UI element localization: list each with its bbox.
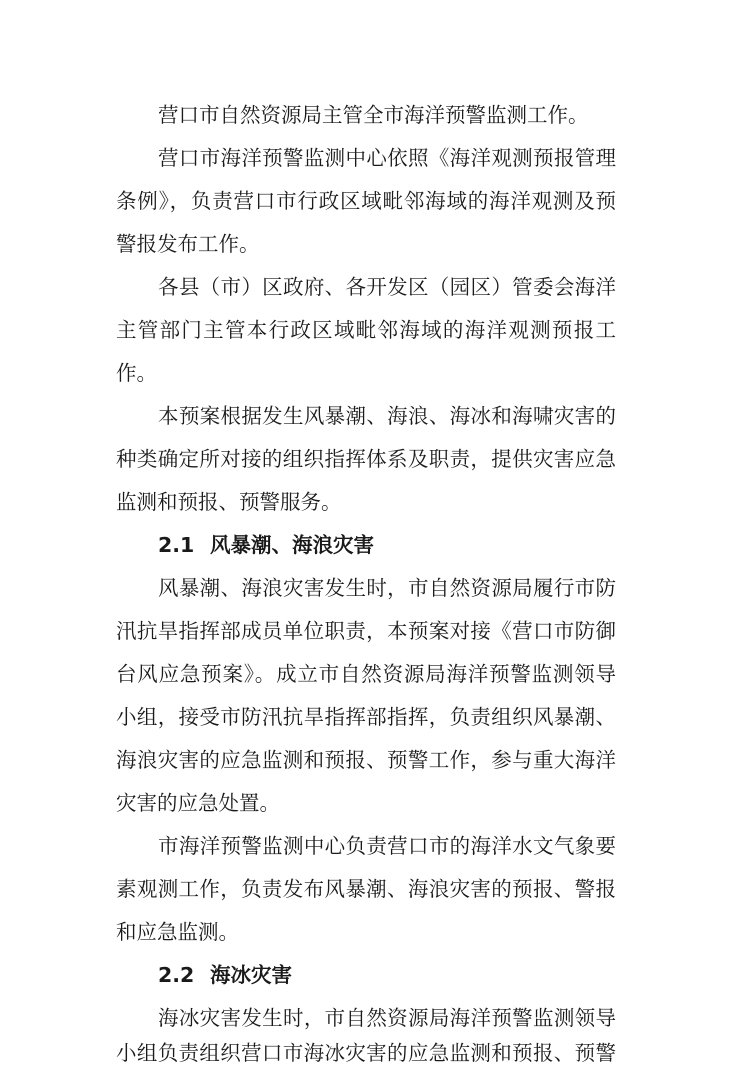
- paragraph-line: 灾害的应急处置。: [116, 791, 280, 815]
- section-number: 2.1: [158, 533, 195, 557]
- paragraph-line: 营口市海洋预警监测中心依照《海洋观测预报管理: [158, 146, 616, 170]
- section-title: 风暴潮、海浪灾害: [210, 533, 374, 557]
- paragraph-line: 小组负责组织营口市海冰灾害的应急监测和预报、预警: [116, 1041, 616, 1065]
- paragraph-line: 主管部门主管本行政区域毗邻海域的海洋观测预报工: [116, 318, 616, 342]
- paragraph-line: 营口市自然资源局主管全市海洋预警监测工作。: [158, 103, 589, 127]
- section-heading: [158, 533, 374, 557]
- paragraph-line: 作。: [116, 361, 157, 385]
- paragraph-line: 小组，接受市防汛抗旱指挥部指挥，负责组织风暴潮、: [116, 705, 616, 729]
- paragraph-line: 条例》，负责营口市行政区域毗邻海域的海洋观测及预: [116, 189, 616, 213]
- paragraph-line: 各县（市）区政府、各开发区（园区）管委会海洋: [158, 275, 616, 299]
- paragraph-line: 市海洋预警监测中心负责营口市的海洋水文气象要: [158, 834, 616, 858]
- paragraph-line: 风暴潮、海浪灾害发生时，市自然资源局履行市防: [158, 576, 616, 600]
- paragraph-line: 监测和预报、预警服务。: [116, 490, 342, 514]
- paragraph-line: 汛抗旱指挥部成员单位职责，本预案对接《营口市防御: [116, 619, 616, 643]
- paragraph-line: 海冰灾害发生时，市自然资源局海洋预警监测领导: [158, 1006, 616, 1030]
- paragraph-line: 海浪灾害的应急监测和预报、预警工作，参与重大海洋: [116, 748, 616, 772]
- paragraph-line: 台风应急预案》。成立市自然资源局海洋预警监测领导: [116, 662, 616, 686]
- section-title: 海冰灾害: [210, 963, 292, 987]
- paragraph-line: 和应急监测。: [116, 920, 239, 944]
- paragraph-line: 素观测工作，负责发布风暴潮、海浪灾害的预报、警报: [116, 877, 616, 901]
- paragraph-line: 种类确定所对接的组织指挥体系及职责，提供灾害应急: [116, 447, 616, 471]
- paragraph-line: 警报发布工作。: [116, 232, 260, 256]
- section-heading: [158, 963, 292, 987]
- section-number: 2.2: [158, 963, 195, 987]
- paragraph-line: 本预案根据发生风暴潮、海浪、海冰和海啸灾害的: [158, 404, 616, 428]
